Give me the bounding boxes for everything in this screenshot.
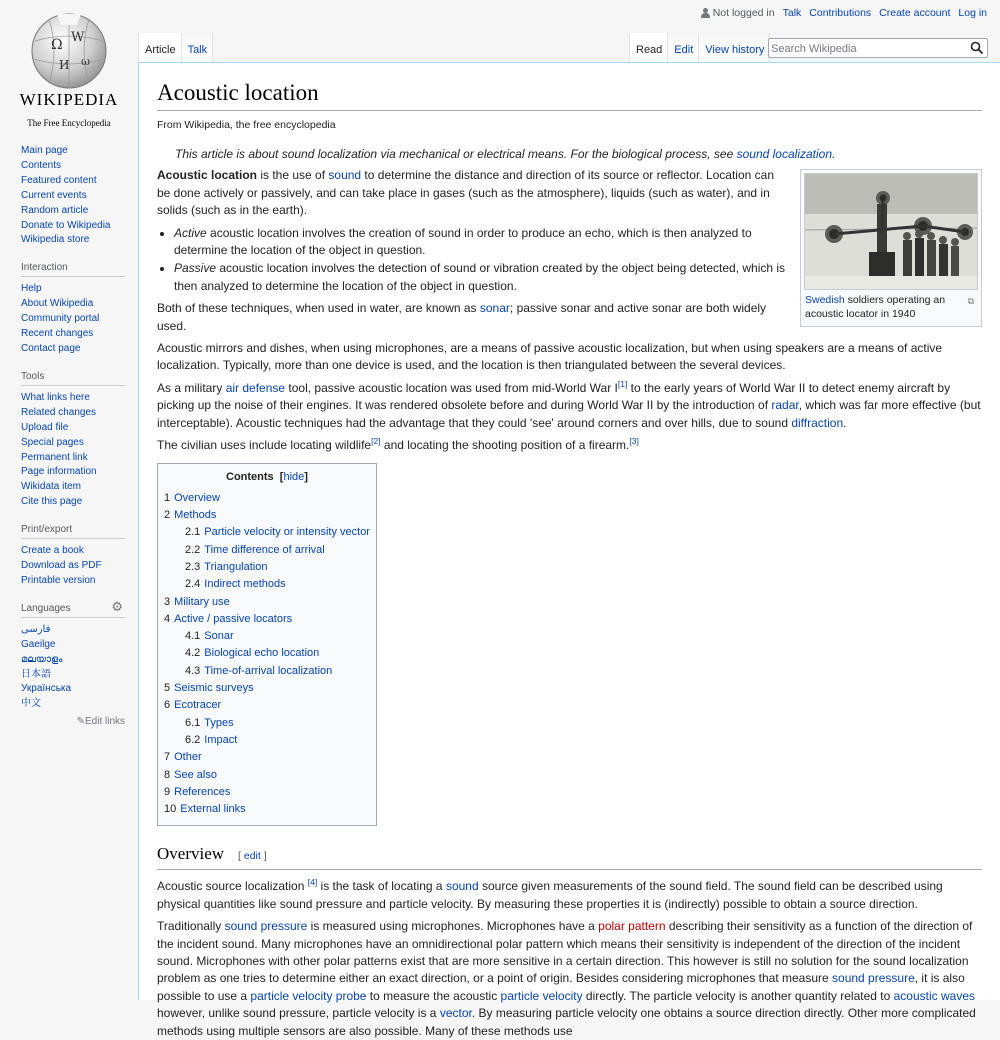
toc-link[interactable]: [164, 699, 221, 711]
sidebar-heading-languages: [21, 598, 125, 618]
link-diffraction[interactable]: diffraction: [791, 415, 844, 430]
wikipedia-logo[interactable]: [0, 0, 138, 130]
hatnote: [157, 146, 982, 163]
talk-link[interactable]: Talk: [782, 7, 802, 19]
sidebar-item-featured-content[interactable]: Featured content: [21, 174, 97, 186]
sidebar-item-recent-changes[interactable]: Recent changes: [21, 328, 94, 340]
toc-item: [164, 715, 370, 732]
sidebar-item-donate[interactable]: Donate to Wikipedia: [21, 219, 111, 231]
sidebar-item-download-pdf[interactable]: Download as PDF: [21, 560, 102, 572]
toc-text: Indirect methods: [204, 578, 286, 591]
toc-text: Ecotracer: [174, 699, 222, 712]
svg-text:И: И: [59, 58, 70, 72]
toc-item: [164, 611, 370, 628]
toc-text: Time-of-arrival localization: [204, 664, 333, 677]
toc-text: Types: [204, 716, 234, 729]
p5-text-a: The civilian uses include locating wildlife: [157, 438, 372, 453]
p4-text-a: As a military: [157, 380, 226, 395]
tab-talk[interactable]: Talk: [182, 33, 214, 62]
sidebar-item-community-portal[interactable]: Community portal: [21, 313, 100, 325]
toc-text: Sonar: [204, 630, 234, 643]
toc-text: See also: [174, 768, 217, 781]
toc-link[interactable]: [185, 526, 370, 538]
gear-icon[interactable]: ⚙: [111, 598, 123, 614]
reference-3[interactable]: [3]: [629, 436, 639, 447]
toc-item: [164, 645, 370, 662]
toc-text: Active / passive locators: [174, 612, 293, 625]
intro-text-a: is the use of: [257, 168, 329, 183]
sidebar-item-page-information[interactable]: Page information: [21, 466, 97, 478]
toc-number: 4.1: [185, 630, 201, 643]
toc-number: 8: [164, 768, 171, 781]
paragraph-mirrors: Acoustic mirrors and dishes, when using microphones, are a means of passive acoustic localization, but when using speakers are a means of active localization. Typically, more than one device is used, and the location is then triangulated between the several devices.: [157, 341, 943, 373]
edit-links-label: Edit links: [84, 716, 125, 728]
ov2-text-e: to measure the acoustic: [366, 988, 501, 1003]
toc-item: [164, 628, 370, 645]
list-item-text: acoustic location involves the creation of sound in order to produce an echo, which is then analyzed to determine the location of the object in question.: [174, 225, 752, 258]
p4-text-e: .: [843, 415, 847, 430]
sidebar-lang-ja[interactable]: 日本語: [21, 668, 51, 680]
toc-link[interactable]: [185, 561, 267, 573]
toc-text: Triangulation: [204, 560, 268, 573]
link-acoustic-waves[interactable]: acoustic waves: [893, 988, 975, 1003]
section-heading-overview: [157, 843, 982, 870]
toc-link[interactable]: [185, 717, 234, 729]
toc-number: 5: [164, 682, 171, 695]
tab-article[interactable]: Article: [138, 33, 182, 62]
toc-text: Impact: [204, 733, 238, 746]
sidebar-item-printable-version[interactable]: Printable version: [21, 574, 96, 586]
toc-item: [164, 490, 370, 507]
toc-item: [164, 663, 370, 680]
sidebar-lang-uk[interactable]: Українська: [21, 683, 72, 695]
sidebar-item-related-changes[interactable]: Related changes: [21, 406, 97, 418]
link-polar-pattern[interactable]: polar pattern: [598, 919, 666, 934]
ov1-text-c: source given measurements of the sound field. The sound field can be described using physical quantities like sound pressure and particle velocity. By measuring these properties it is (indirectly) possible to obtain a source direction.: [157, 879, 943, 911]
toc-link[interactable]: [164, 509, 216, 521]
toc-link[interactable]: [164, 613, 292, 625]
toc-number: 2: [164, 509, 171, 522]
overview-paragraph-1: [157, 878, 982, 913]
toc-number: 6: [164, 699, 171, 712]
toc-item: [164, 559, 370, 576]
sidebar-item-permanent-link[interactable]: Permanent link: [21, 451, 88, 463]
thumbnail-caption: [804, 290, 978, 323]
list-item-term: Active: [174, 225, 207, 240]
sidebar: [21, 144, 125, 741]
view-tabs: [629, 33, 770, 62]
toc-number: 4: [164, 612, 171, 625]
svg-text:W: W: [71, 30, 85, 45]
hatnote-end: .: [832, 147, 836, 161]
pencil-icon: ✎: [76, 716, 85, 728]
toc-text: Overview: [174, 491, 220, 504]
ov2-text-f: directly. The particle velocity is another quantity related to: [582, 988, 894, 1003]
toc-link[interactable]: [185, 647, 319, 659]
sidebar-item-random-article[interactable]: Random article: [21, 204, 89, 216]
contributions-link[interactable]: Contributions: [809, 7, 872, 19]
ov2-text-g: however, unlike sound pressure, particle velocity is a: [157, 1006, 440, 1021]
toc-number: 6.2: [185, 733, 201, 746]
sidebar-item-current-events[interactable]: Current events: [21, 189, 87, 201]
edit-section-overview: [ edit ]: [238, 850, 267, 863]
toc-number: 9: [164, 785, 171, 798]
toc-number: 7: [164, 751, 171, 764]
toc-item: [164, 542, 370, 559]
link-particle-velocity-probe[interactable]: particle velocity probe: [250, 988, 367, 1003]
toc-text: Biological echo location: [204, 647, 320, 660]
toc-number: 6.1: [185, 716, 201, 729]
site-subtitle: From Wikipedia, the free encyclopedia: [157, 119, 336, 131]
tab-view-history[interactable]: View history: [699, 33, 770, 62]
wikipedia-globe-icon: [29, 11, 109, 89]
sidebar-heading-interaction: Interaction: [21, 262, 125, 277]
toc-link[interactable]: [164, 492, 220, 504]
p5-text-b: and locating the shooting position of a firearm.: [380, 438, 630, 453]
p4-text-c: to the early years of World War II to detect enemy aircraft by picking up the noise of their engines. It was rendered obsolete before and during World War II by the introduction of: [157, 380, 951, 413]
enlarge-icon[interactable]: ⧉: [967, 296, 974, 307]
toc-item: [164, 524, 370, 541]
content: [138, 62, 1000, 1038]
tab-read[interactable]: Read: [629, 33, 668, 62]
ov2-text-a: Traditionally: [157, 919, 225, 934]
intro-text-b: to determine the distance and direction of its source or reflector. Location can be done actively or passively, and can take place in gases (such as the atmosphere), liquids (such as water), and in solids (such as in the earth).: [157, 168, 774, 218]
tab-edit[interactable]: Edit: [668, 33, 699, 62]
thumbnail: [800, 169, 982, 327]
toc-number: 2.1: [185, 526, 201, 539]
sidebar-item-contents[interactable]: Contents: [21, 159, 62, 171]
toc-item: [164, 697, 370, 714]
toc-number: 2.2: [185, 543, 201, 556]
sidebar-item-cite-this-page[interactable]: Cite this page: [21, 496, 83, 508]
toc-item: [164, 767, 370, 784]
sidebar-heading-print-export: Print/export: [21, 524, 125, 539]
toc-link[interactable]: [164, 803, 246, 815]
search-input[interactable]: [769, 40, 964, 58]
link-sonar[interactable]: sonar: [479, 301, 510, 316]
reference-2[interactable]: [2]: [371, 436, 381, 447]
toc-link[interactable]: [164, 769, 217, 781]
toc-title: Contents [hide]: [226, 470, 308, 483]
toc-text: Other: [174, 751, 202, 764]
link-sound-pressure-2[interactable]: sound pressure: [832, 971, 915, 986]
reference-1[interactable]: [1]: [617, 378, 628, 389]
languages-label: Languages: [21, 602, 71, 614]
toc-link[interactable]: [185, 665, 332, 677]
sidebar-lang-zh[interactable]: 中文: [21, 698, 41, 710]
edit-section-link[interactable]: edit: [243, 850, 261, 863]
link-sound-pressure[interactable]: sound pressure: [224, 919, 308, 934]
overview-heading-label: Overview: [157, 844, 225, 864]
toc-item: [164, 507, 370, 524]
toc-number: 2.4: [185, 578, 201, 591]
sidebar-lang-fa[interactable]: فارسی: [21, 623, 51, 635]
toc-number: 3: [164, 595, 171, 608]
toc-number: 1: [164, 491, 171, 504]
link-vector[interactable]: vector: [439, 1006, 472, 1021]
toc-item: [164, 749, 370, 766]
sidebar-lang-ga[interactable]: Gaeilge: [21, 638, 56, 650]
sidebar-item-wikidata-item[interactable]: Wikidata item: [21, 481, 82, 493]
ov2-text-d: , it is also possible to use a: [157, 971, 965, 1003]
toc-text: References: [174, 785, 231, 798]
photo-illustration: [805, 174, 978, 290]
edit-links[interactable]: [21, 716, 125, 727]
toc-title-label: Contents: [226, 470, 274, 483]
hatnote-text: This article is about sound localization via mechanical or electrical means. For the biological process, see: [175, 147, 737, 161]
toc-text: Military use: [174, 595, 230, 608]
caption-link-swedish[interactable]: Swedish: [805, 294, 845, 307]
sidebar-item-store[interactable]: Wikipedia store: [21, 234, 90, 246]
logo-wordmark: WIKIPEDIA: [19, 90, 119, 109]
search-icon[interactable]: [970, 41, 984, 55]
ov2-text-h: . By measuring particle velocity one obtains a source direction directly. Other more complicated methods using multiple sensors are also possible. Many of these methods use: [157, 1006, 976, 1038]
toc-item: [164, 594, 370, 611]
table-of-contents: [157, 463, 377, 827]
ov1-text-b: is the task of locating a: [317, 879, 446, 894]
sidebar-languages: [21, 598, 125, 728]
ov2-text-c: describing their sensitivity as a function of the direction of the incident sound. Many microphones have an omnidirectional polar pattern which means their sensitivity is independent of the direction of the incident sound. Microphones with other polar patterns exist that are more sensitive in a certain direction. This however is still no solution for the sound localization problem as one tries to determine either an exact direction, or a point of origin. Besides considering microphones that measure: [157, 919, 973, 986]
toc-number: 4.3: [185, 664, 201, 677]
sidebar-item-about[interactable]: About Wikipedia: [21, 298, 94, 310]
toc-link[interactable]: [164, 751, 202, 763]
list-item-term: Passive: [174, 261, 217, 276]
sidebar-item-create-book[interactable]: Create a book: [21, 545, 84, 557]
svg-text:ω: ω: [81, 55, 90, 68]
intro-bold-term: Acoustic location: [157, 168, 258, 183]
toc-item: [164, 680, 370, 697]
not-logged-in-label: Not logged in: [712, 7, 775, 19]
reference-4[interactable]: [4]: [307, 877, 318, 888]
svg-text:Ω: Ω: [51, 37, 63, 53]
not-logged-in: [701, 7, 775, 19]
user-icon: [701, 8, 710, 18]
toc-link[interactable]: [185, 734, 237, 746]
toc-item: [164, 784, 370, 801]
toc-link[interactable]: [185, 578, 286, 590]
sidebar-heading-tools: Tools: [21, 371, 125, 386]
toc-item: [164, 801, 370, 818]
p2-text-b: ; passive sonar and active sonar are both widely used.: [157, 301, 767, 333]
p2-text-a: Both of these techniques, when used in water, are known as: [157, 301, 480, 316]
toc-link[interactable]: [185, 544, 325, 556]
toc-number: 4.2: [185, 647, 201, 660]
toc-number: 10: [164, 803, 177, 816]
sidebar-print-export: [21, 524, 125, 589]
paragraph-military: [157, 380, 982, 432]
log-in-link[interactable]: Log in: [958, 7, 987, 19]
sidebar-item-help[interactable]: Help: [21, 283, 42, 295]
sidebar-lang-ml[interactable]: മലയാളം: [21, 653, 63, 665]
toc-link[interactable]: [164, 682, 254, 694]
search-box: [768, 38, 988, 58]
create-account-link[interactable]: Create account: [879, 7, 951, 19]
toc-text: External links: [180, 803, 246, 816]
namespace-tabs: [138, 33, 213, 62]
toc-list: [164, 490, 370, 819]
sidebar-item-upload-file[interactable]: Upload file: [21, 421, 69, 433]
link-particle-velocity[interactable]: particle velocity: [500, 988, 583, 1003]
paragraph-civilian: [157, 437, 982, 454]
caption-text: soldiers operating an acoustic locator in 1940: [805, 294, 946, 321]
toc-item: [164, 732, 370, 749]
link-air-defense[interactable]: air defense: [225, 380, 286, 395]
toc-link[interactable]: [164, 596, 230, 608]
toc-text: Time difference of arrival: [204, 543, 325, 556]
toc-hide-toggle[interactable]: hide: [283, 470, 305, 483]
sidebar-navigation: [21, 144, 125, 248]
toc-text: Methods: [174, 509, 217, 522]
acoustic-locator-photo[interactable]: [804, 173, 978, 290]
sidebar-interaction: [21, 262, 125, 357]
sidebar-item-what-links-here[interactable]: What links here: [21, 391, 90, 403]
sidebar-item-main-page[interactable]: Main page: [21, 145, 68, 156]
p4-text-d: , which was far more effective (but interceptable). Acoustic techniques had the advantage that they could 'see' around corners and over hills, due to sound: [157, 398, 981, 430]
link-sound[interactable]: sound: [328, 168, 362, 183]
page-title: Acoustic location: [157, 80, 982, 111]
toc-item: [164, 576, 370, 593]
list-item-text: acoustic location involves the detection of sound or vibration created by the object being detected, which is then analyzed to determine the location of the object in question.: [174, 261, 786, 293]
logo-tagline: The Free Encyclopedia: [27, 118, 111, 128]
toc-text: Particle velocity or intensity vector: [204, 526, 370, 539]
link-radar[interactable]: radar: [771, 398, 799, 413]
overview-paragraph-2: [157, 918, 982, 1040]
toc-link[interactable]: [185, 630, 234, 642]
sidebar-item-special-pages[interactable]: Special pages: [21, 436, 84, 448]
sidebar-item-contact-page[interactable]: Contact page: [21, 342, 81, 354]
hatnote-link[interactable]: sound localization: [736, 147, 833, 161]
toc-text: Seismic surveys: [174, 682, 254, 695]
sidebar-tools: [21, 371, 125, 510]
p4-text-b: tool, passive acoustic location was used from mid-World War I: [285, 380, 618, 395]
toc-link[interactable]: [164, 786, 230, 798]
link-sound-2[interactable]: sound: [445, 879, 479, 894]
ov2-text-b: is measured using microphones. Microphones have a: [307, 919, 599, 934]
ov1-text-a: Acoustic source localization: [157, 879, 308, 894]
personal-tools: [701, 7, 987, 19]
toc-number: 2.3: [185, 560, 201, 573]
